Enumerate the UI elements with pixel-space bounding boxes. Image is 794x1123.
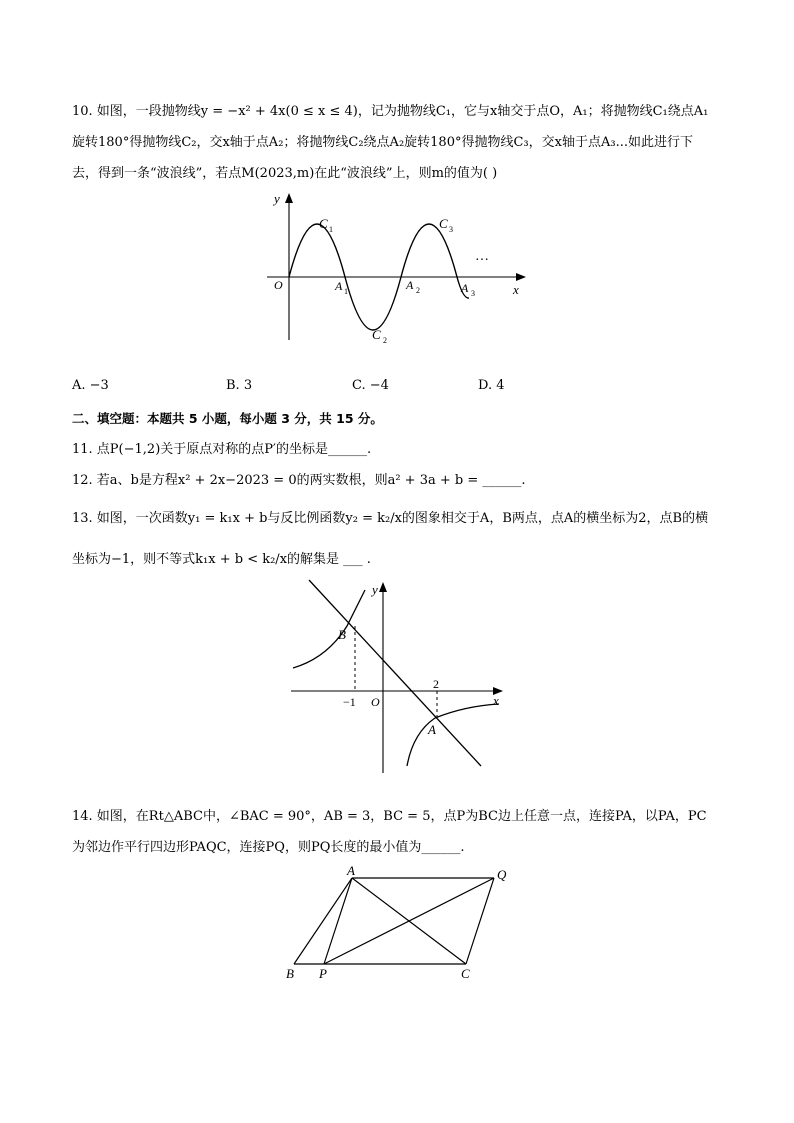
q10-ellipsis: … <box>475 249 489 264</box>
section-heading-fill-in: 二、填空题：本题共 5 小题，每小题 3 分，共 15 分。 <box>72 411 383 426</box>
q10-option-d: D. 4 <box>478 378 505 393</box>
q10-c2-sub: 2 <box>383 336 387 345</box>
q13-origin-label: O <box>371 695 380 709</box>
q14-edge-pa <box>324 878 352 964</box>
q14-diag-pq <box>324 878 494 964</box>
q10-x-label: x <box>513 282 519 297</box>
q14-c-label: C <box>461 966 470 981</box>
q10-a2-sub: 2 <box>416 286 420 295</box>
q13-linear-line <box>309 580 481 766</box>
q10-wave-figure <box>255 188 535 353</box>
q14-edge-ba <box>294 878 352 964</box>
q14-b-label: B <box>286 966 294 981</box>
q13-y-arrow <box>379 582 387 592</box>
q10-a3-sub: 3 <box>471 289 475 298</box>
q14-text-line2: 为邻边作平行四边形PAQC，连接PQ，则PQ长度的最小值为______. <box>72 840 465 855</box>
q13-y-label: y <box>372 582 378 597</box>
q10-text-line3: 去，得到一条“波浪线”，若点M(2023,m)在此“波浪线”上，则m的值为( ) <box>72 166 498 181</box>
q10-c3-sub: 3 <box>449 225 453 234</box>
q10-option-b: B. 3 <box>226 378 253 393</box>
q14-edge-qc <box>466 878 494 964</box>
q10-origin-label: O <box>274 278 283 292</box>
q12-text: 12. 若a、b是方程x² + 2x−2023 = 0的两实数根，则a² + 3a + b = ______. <box>72 473 526 488</box>
q10-a3-label: A <box>461 281 469 295</box>
q13-x-label: x <box>493 693 499 708</box>
q13-function-figure <box>285 578 510 778</box>
q10-y-label: y <box>274 191 280 206</box>
q14-text-line1: 14. 如图，在Rt△ABC中，∠BAC = 90°，AB = 3，BC = 5，点P为BC边上任意一点，连接PA，以PA，PC <box>72 809 707 824</box>
q13-text-line1: 13. 如图，一次函数y₁ = k₁x + b与反比例函数y₂ = k₂/x的图象相交于A，B两点，点A的横坐标为2，点B的横 <box>72 511 709 526</box>
q10-x-arrow <box>516 273 526 281</box>
q10-a1-sub: 1 <box>344 287 348 296</box>
q10-option-a: A. −3 <box>72 378 109 393</box>
q14-q-label: Q <box>497 867 507 882</box>
q13-text-line2: 坐标为−1，则不等式k₁x + b < k₂/x的解集是 ___ . <box>72 552 371 567</box>
q10-y-arrow <box>285 193 293 203</box>
q10-c3-label: C <box>439 216 448 231</box>
q10-text-line2: 旋转180°得抛物线C₂，交x轴于点A₂；将抛物线C₂绕点A₂旋转180°得抛物线C₃，交x轴于点A₃...如此进行下 <box>72 135 693 150</box>
q13-b-label: B <box>338 627 346 642</box>
q10-text-line1: 10. 如图，一段抛物线y = −x² + 4x(0 ≤ x ≤ 4)，记为抛物线C₁，它与x轴交于点O，A₁；将抛物线C₁绕点A₁ <box>72 104 709 119</box>
q10-c1-label: C <box>319 216 328 231</box>
q13-a-label: A <box>428 722 436 737</box>
q10-a2-label: A <box>406 278 414 292</box>
q14-parallelogram-figure <box>280 862 520 987</box>
q10-option-c: C. −4 <box>352 378 389 393</box>
q13-two-label: 2 <box>433 677 439 691</box>
q10-c2-label: C <box>372 327 381 342</box>
q10-c1-sub: 1 <box>329 225 333 234</box>
q11-text: 11. 点P(−1,2)关于原点对称的点P′的坐标是______. <box>72 442 372 457</box>
q13-neg1-label: −1 <box>343 695 356 709</box>
q14-a-label: A <box>347 863 355 878</box>
q10-a1-label: A <box>335 279 343 293</box>
q14-p-label: P <box>319 966 327 981</box>
